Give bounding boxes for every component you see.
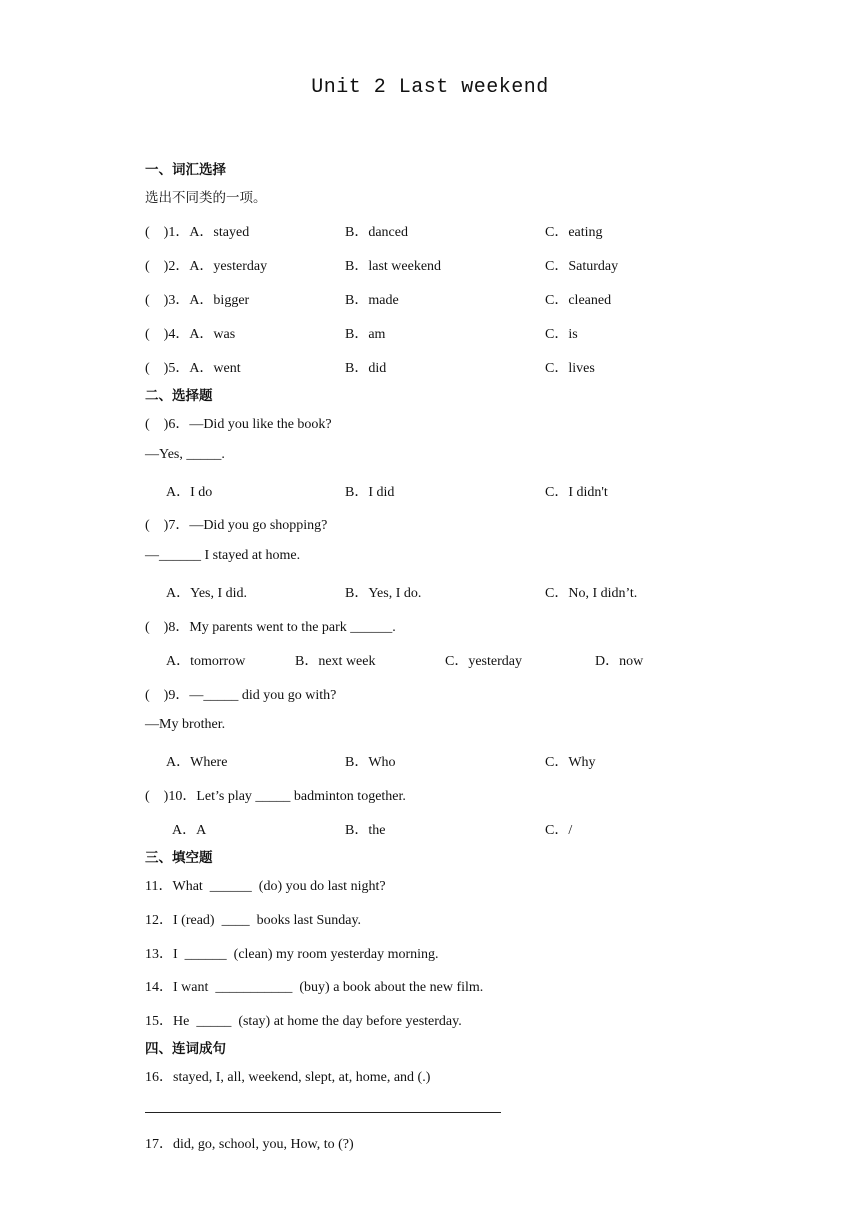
q4-option-c: C．is: [545, 327, 578, 342]
question-7: ( )7．—Did you go shopping?: [145, 518, 328, 533]
q6-option-c: C．I didn't: [545, 485, 608, 500]
question-10: ( )10．Let’s play _____ badminton together.: [145, 789, 406, 804]
q7-option-a: A．Yes, I did.: [166, 586, 248, 601]
q7-option-b: B．Yes, I do.: [345, 586, 422, 601]
question-5: ( )5．A．went: [145, 361, 241, 376]
q9-option-b: B．Who: [345, 755, 396, 770]
question-14: 14．I want ___________ (buy) a book about the new film.: [145, 980, 484, 995]
q8-option-d: D．now: [595, 654, 644, 669]
q10-option-b: B．the: [345, 823, 386, 838]
section-heading-word-order: 四、连词成句: [145, 1041, 226, 1057]
question-13: 13．I ______ (clean) my room yesterday morning.: [145, 947, 439, 962]
q8-option-a: A．tomorrow: [166, 654, 246, 669]
question-4: ( )4．A．was: [145, 327, 236, 342]
q7-option-c: C．No, I didn’t.: [545, 586, 638, 601]
q5-option-b: B．did: [345, 361, 387, 376]
q3-option-b: B．made: [345, 293, 399, 308]
q2-option-c: C．Saturday: [545, 259, 619, 274]
q9-option-a: A．Where: [166, 755, 228, 770]
question-9: ( )9．—_____ did you go with?: [145, 688, 337, 703]
q2-option-b: B．last weekend: [345, 259, 442, 274]
section-instruction: 选出不同类的一项。: [145, 190, 267, 206]
q9-reply: —My brother.: [145, 717, 226, 732]
answer-line: [145, 1112, 501, 1113]
q6-option-b: B．I did: [345, 485, 395, 500]
q5-option-c: C．lives: [545, 361, 595, 376]
section-heading-vocabulary: 一、词汇选择: [145, 162, 226, 178]
question-6: ( )6．—Did you like the book?: [145, 417, 332, 432]
q4-option-b: B．am: [345, 327, 386, 342]
question-3: ( )3．A．bigger: [145, 293, 250, 308]
question-11: 11．What ______ (do) you do last night?: [145, 879, 386, 894]
q6-option-a: A．I do: [166, 485, 213, 500]
question-1: ( )1．A．stayed: [145, 225, 250, 240]
page-title: Unit 2 Last weekend: [311, 76, 549, 99]
q1-option-b: B．danced: [345, 225, 408, 240]
q1-option-c: C．eating: [545, 225, 603, 240]
q9-option-c: C．Why: [545, 755, 596, 770]
question-16: 16．stayed, I, all, weekend, slept, at, home, and (.): [145, 1070, 431, 1085]
question-12: 12．I (read) ____ books last Sunday.: [145, 913, 362, 928]
question-8: ( )8．My parents went to the park ______.: [145, 620, 396, 635]
question-2: ( )2．A．yesterday: [145, 259, 268, 274]
q7-reply: —______ I stayed at home.: [145, 548, 301, 563]
q8-option-c: C．yesterday: [445, 654, 522, 669]
q10-option-a: A．A: [172, 823, 207, 838]
question-17: 17．did, go, school, you, How, to (?): [145, 1137, 354, 1152]
section-heading-choice: 二、选择题: [145, 388, 213, 404]
q8-option-b: B．next week: [295, 654, 376, 669]
section-heading-fill-blank: 三、填空题: [145, 850, 213, 866]
q3-option-c: C．cleaned: [545, 293, 612, 308]
q6-reply: —Yes, _____.: [145, 447, 225, 462]
question-15: 15．He _____ (stay) at home the day before yesterday.: [145, 1014, 462, 1029]
q10-option-c: C．/: [545, 823, 573, 838]
